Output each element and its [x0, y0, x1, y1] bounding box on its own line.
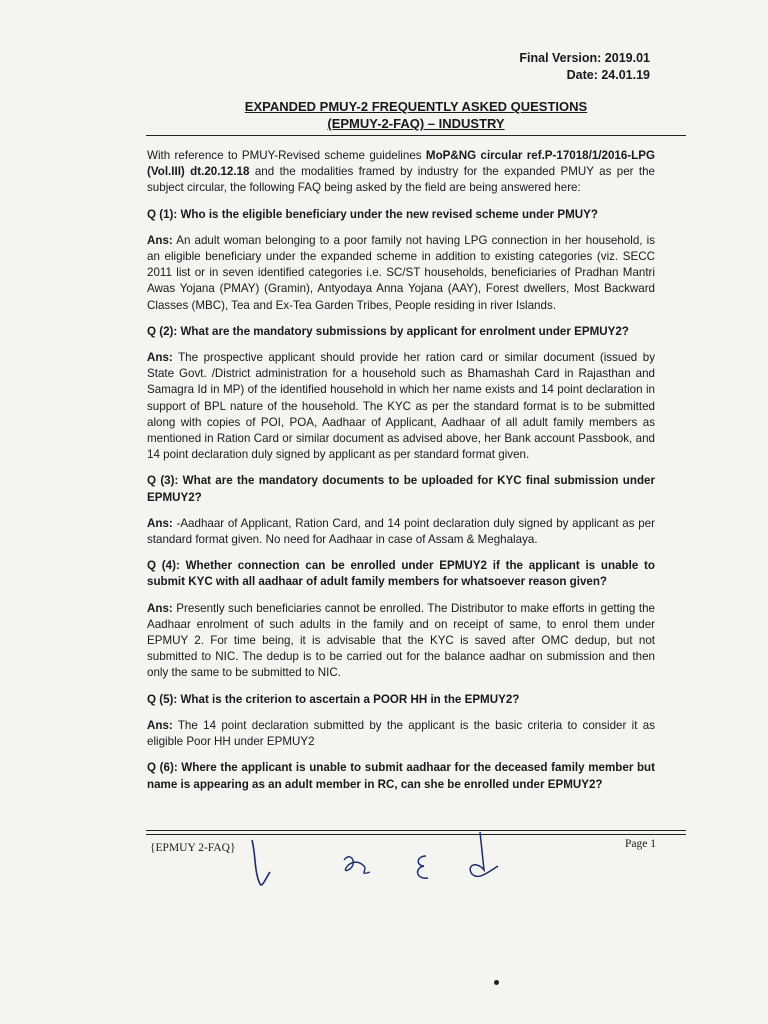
- answer-text: The 14 point declaration submitted by the applicant is the basic criteria to consider it as eligible Poor HH under EPMUY2: [147, 718, 655, 749]
- date-label: Date: 24.01.19: [566, 68, 650, 82]
- signature-4: [470, 832, 498, 876]
- answer-text: Presently such beneficiaries cannot be enrolled. The Distributor to make efforts in getting the Aadhaar enrolment of such adults in the family and on receipt of same, to enrol them under EPMUY 2. For time being, it is advisable that the KYC is saved after OMC dedup, but not submitted to NIC. The dedup is to be carried out for the balance aadhar on submission and then only the same to be submitted to NIC.: [147, 601, 655, 680]
- answer-text: An adult woman belonging to a poor family not having LPG connection in her household, is an eligible beneficiary under the expanded scheme in addition to existing categories (viz. SECC 2011 list or in seven identified categories i.e. SC/ST households, beneficiaries of Pradhan Mantri Awas Yojana (PMAY) (Gramin), Antyodaya Anna Yojana (AAY), Forest dwellers, Most Backward Classes (MBC), Tea and Ex-Tea Garden Tribes, People residing in river Islands.: [147, 233, 655, 312]
- answer-label: Ans:: [147, 718, 173, 732]
- answer-label: Ans:: [147, 233, 173, 247]
- answer-text: -Aadhaar of Applicant, Ration Card, and 14 point declaration duly signed by applicant as per standard format given. No need for Aadhaar in case of Assam & Meghalaya.: [147, 516, 655, 547]
- title-line-1: EXPANDED PMUY-2 FREQUENTLY ASKED QUESTIONS: [244, 99, 588, 114]
- page-number: Page 1: [625, 838, 656, 850]
- ink-speck: [494, 980, 499, 985]
- answer-text: The prospective applicant should provide her ration card or similar document (issued by State Govt. /District administration for a household such as Bhamashah Card in Rajasthan and Samagra Id in MP) of the identified household in which her name exists and 14 point declaration in support of BPL nature of the household. The KYC as per the standard format is to be submitted along with copies of POI, POA, Aadhaar of Applicant, Aadhaar of all adult family members as mentioned in Ration Card or similar document as advised above, her Bank account Passbook, and 14 point declaration duly signed by applicant as per standard format given.: [147, 351, 655, 462]
- answer-label: Ans:: [147, 516, 173, 530]
- intro-circular-ref: MoP&NG circular ref.P-17018/1/2016-LPG (Vol.III) dt.20.12.18: [147, 149, 655, 179]
- handwritten-initials: [240, 826, 520, 896]
- version-block: [519, 50, 650, 84]
- header-divider: [146, 135, 686, 136]
- faq-answer: [147, 516, 655, 548]
- intro-text-b: and the modalities framed by industry for the expanded PMUY as per the subject circular, the following FAQ being asked by the field are being answered here:: [147, 165, 656, 195]
- version-label: Final Version: 2019.01: [519, 51, 650, 65]
- title-line-2: (EPMUY-2-FAQ) – INDUSTRY: [327, 116, 505, 131]
- document-title: [146, 98, 686, 132]
- answer-label: Ans:: [147, 351, 173, 365]
- answer-label: Ans:: [147, 601, 173, 615]
- faq-answer: [147, 601, 655, 682]
- faq-answer: [147, 718, 655, 750]
- intro-text-a: With reference to PMUY-Revised scheme guidelines: [147, 149, 426, 162]
- signature-2: [344, 857, 370, 874]
- faq-question: Q (3): What are the mandatory documents to be uploaded for KYC final submission under EPMUY2?: [147, 474, 655, 504]
- faq-question: Q (2): What are the mandatory submissions by applicant for enrolment under EPMUY2?: [147, 324, 629, 338]
- footer-doc-code: {EPMUY 2-FAQ}: [150, 842, 236, 854]
- faq-answer: [147, 350, 655, 463]
- faq-question: Q (4): Whether connection can be enrolled under EPMUY2 if the applicant is unable to submit KYC with all aadhaar of adult family members for whatsoever reason given?: [147, 559, 655, 589]
- faq-question: Q (6): Where the applicant is unable to submit aadhaar for the deceased family member but name is appearing as an adult member in RC, can she be enrolled under EPMUY2?: [147, 761, 655, 791]
- faq-question: Q (1): Who is the eligible beneficiary under the new revised scheme under PMUY?: [147, 207, 598, 221]
- signature-1: [252, 840, 270, 885]
- document-body: [147, 148, 655, 803]
- intro-paragraph: [147, 148, 655, 197]
- faq-answer: [147, 233, 655, 314]
- faq-question: Q (5): What is the criterion to ascertain a POOR HH in the EPMUY2?: [147, 692, 520, 706]
- signature-3: [418, 856, 428, 878]
